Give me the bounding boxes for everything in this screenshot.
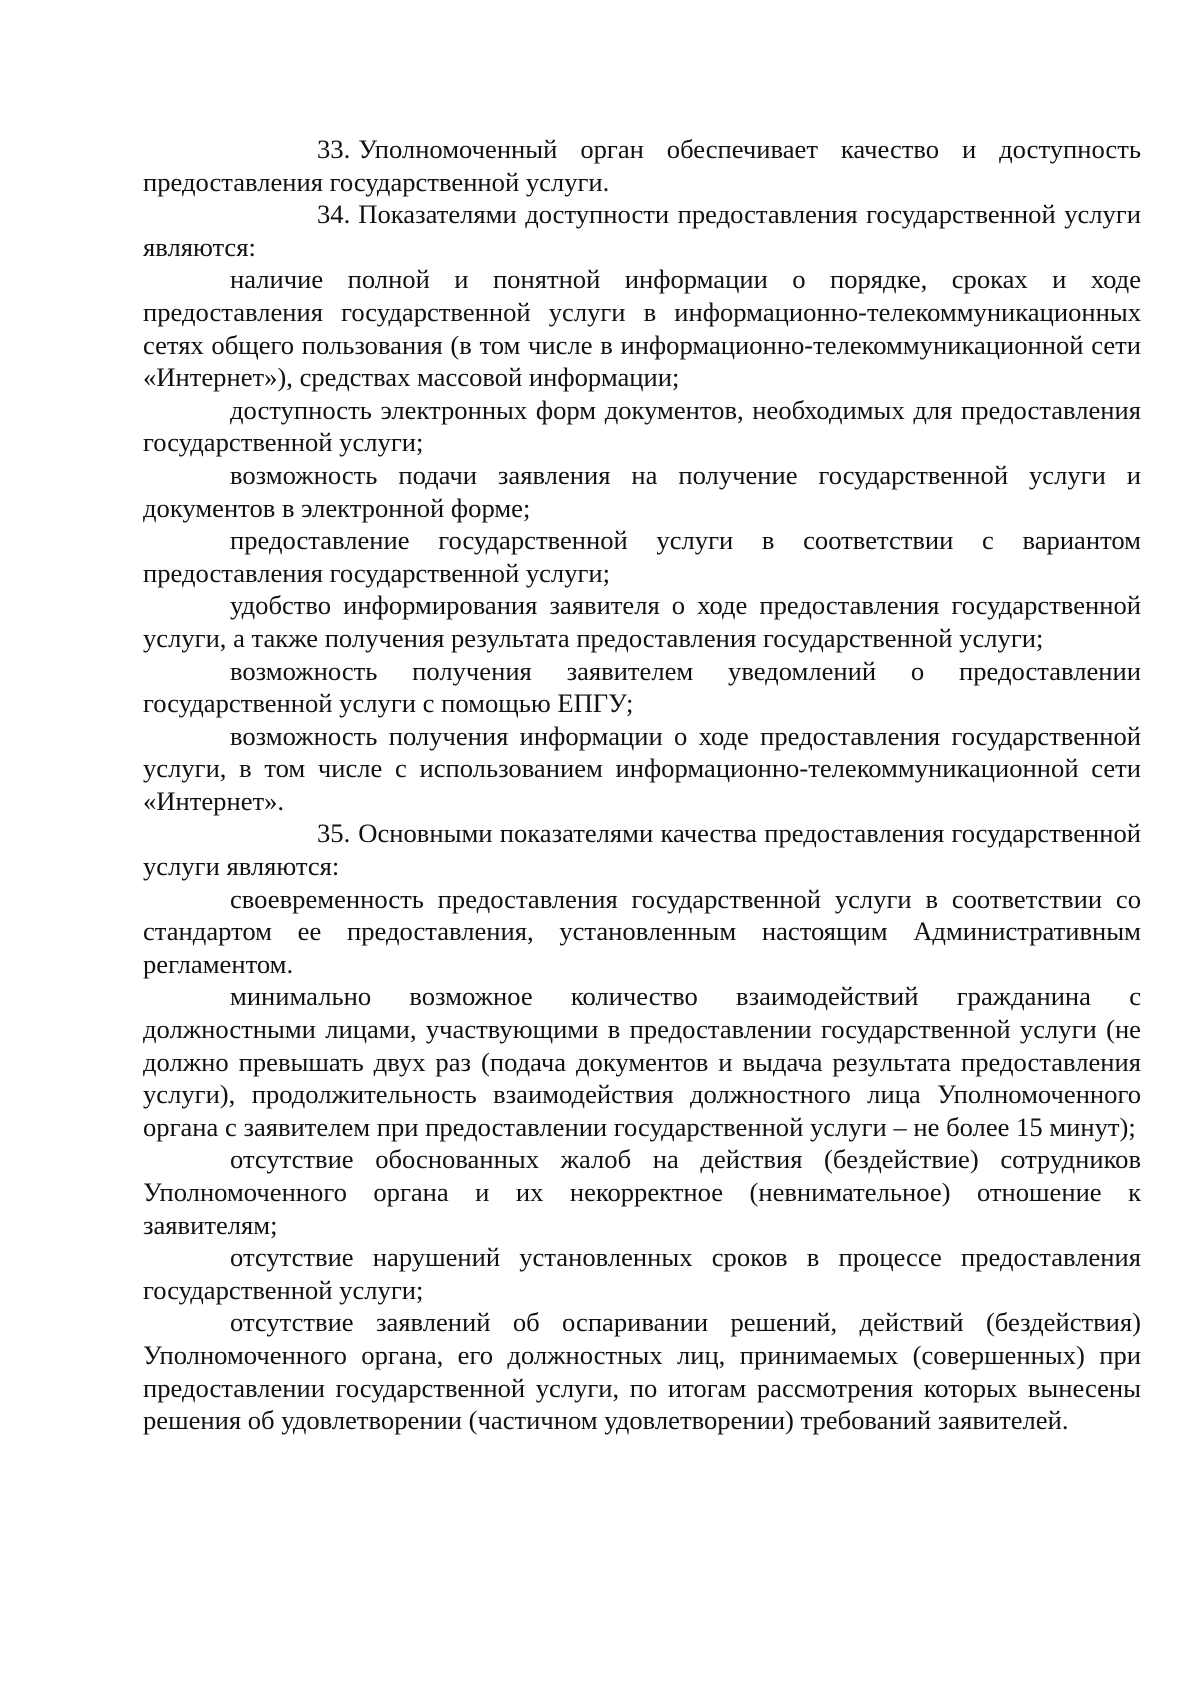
list-item <box>143 980 1141 1143</box>
list-item <box>143 459 1141 524</box>
paragraph-34 <box>143 198 1141 263</box>
list-item <box>143 524 1141 589</box>
document-body <box>143 133 1141 1437</box>
list-item <box>143 720 1141 818</box>
paragraph-number: 33. <box>317 134 351 164</box>
paragraph-text: возможность подачи заявления на получение государственной услуги и документов в электронной форме; <box>143 459 1141 523</box>
paragraph-33 <box>143 133 1141 198</box>
paragraph-text: отсутствие нарушений установленных сроков в процессе предоставления государственной услуги; <box>143 1242 1141 1305</box>
paragraph-text: возможность получения информации о ходе предоставления государственной услуги, в том числе с использованием информационно-телекоммуникационной сети «Интернет». <box>143 720 1141 816</box>
paragraph-text: наличие полной и понятной информации о порядке, сроках и ходе предоставления государственной услуги в информационно-телекоммуникационных сетях общего пользования (в том числе в информационно-телекоммуникационной сети «Интернет»), средствах массовой информации; <box>143 264 1141 393</box>
paragraph-number: 34. <box>317 199 351 230</box>
paragraph-text: доступность электронных форм документов, необходимых для предоставления государственной услуги; <box>143 394 1141 458</box>
paragraph-text: минимально возможное количество взаимодействий гражданина с должностными лицами, участвующими в предоставлении государственной услуги (не должно превышать двух раз (подача документов и выдача результата предоставления услуги), продолжительность взаимодействия должностного лица Уполномоченного органа с заявителем при предоставлении государственной услуги – не более 15 минут); <box>143 981 1141 1142</box>
paragraph-text: Основными показателями качества предоставления государственной услуги являются: <box>143 818 1141 882</box>
paragraph-number: 35. <box>317 818 351 849</box>
paragraph-text: предоставление государственной услуги в соответствии с вариантом предоставления государственной услуги; <box>143 525 1141 588</box>
list-item <box>143 394 1141 459</box>
list-item <box>143 263 1141 393</box>
paragraph-text: удобство информирования заявителя о ходе предоставления государственной услуги, а также получения результата предоставления государственной услуги; <box>143 590 1141 653</box>
paragraph-text: Показателями доступности предоставления государственной услуги являются: <box>143 199 1141 262</box>
paragraph-text: своевременность предоставления государственной услуги в соответствии со стандартом ее предоставления, установленным настоящим Административным регламентом. <box>143 883 1141 979</box>
list-item <box>143 883 1141 981</box>
list-item <box>143 1143 1141 1241</box>
list-item <box>143 1241 1141 1306</box>
list-item <box>143 655 1141 720</box>
paragraph-35 <box>143 817 1141 882</box>
paragraph-text: Уполномоченный орган обеспечивает качество и доступность предоставления государственной услуги. <box>143 134 1141 197</box>
list-item <box>143 589 1141 654</box>
paragraph-text: возможность получения заявителем уведомлений о предоставлении государственной услуги с помощью ЕПГУ; <box>143 655 1141 719</box>
list-item <box>143 1306 1141 1436</box>
paragraph-text: отсутствие заявлений об оспаривании решений, действий (бездействия) Уполномоченного органа, его должностных лиц, принимаемых (совершенных) при предоставлении государственной услуги, по итогам рассмотрения которых вынесены решения об удовлетворении (частичном удовлетворении) требований заявителей. <box>143 1307 1141 1436</box>
paragraph-text: отсутствие обоснованных жалоб на действия (бездействие) сотрудников Уполномоченного органа и их некорректное (невнимательное) отношение к заявителям; <box>143 1144 1141 1240</box>
